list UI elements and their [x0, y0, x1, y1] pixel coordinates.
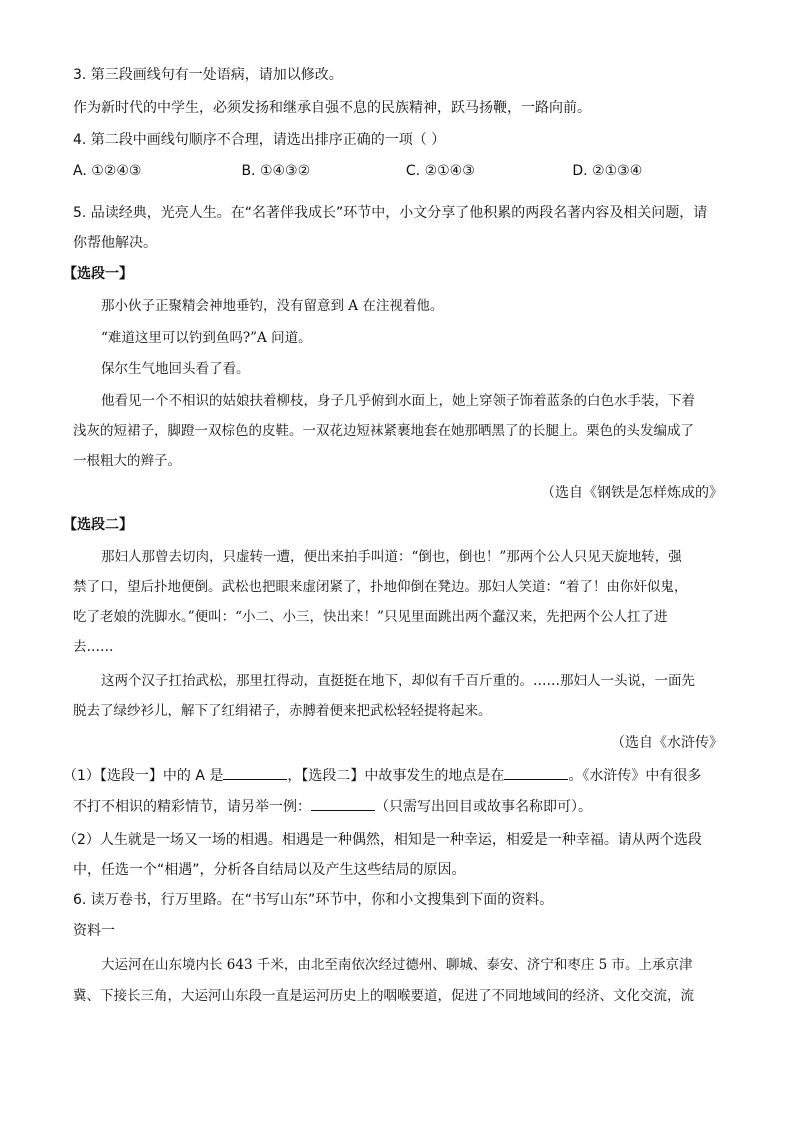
excerpt1-p4-line1: 他看见一个不相识的姑娘扶着柳枝，身子几乎俯到水面上，她上穿领子饰着蓝条的白色水手装，下着 [101, 393, 695, 409]
excerpt2-p2-line2: 脱去了绿纱衫儿，解下了红绢裙子，赤膊着便来把武松轻轻提将起来。 [73, 703, 492, 719]
excerpt1-p3: 保尔生气地回头看了看。 [101, 361, 250, 377]
q4-prompt: 4. 第二段中画线句顺序不合理，请选出排序正确的一项（ ） [73, 132, 446, 148]
excerpt2-p1-line3: 吃了老娘的洗脚水。”便叫：“小二、小三，快出来！”只见里面跳出两个蠢汉来，先把两个公人扛了进 [73, 609, 668, 625]
q3-prompt: 3. 第三段画线句有一处语病，请加以修改。 [73, 67, 343, 83]
answer-blank-a[interactable] [223, 765, 287, 780]
q5-sub1-part-c: 。《水浒传》中有很多 [568, 768, 702, 784]
q5-sub2-line2: 中，任选一个“相遇”，分析各自结局以及产生这些结局的原因。 [73, 862, 466, 878]
q4-option-c: C. ②①④③ [405, 163, 475, 179]
excerpt1-p4-line3: 一根粗大的辫子。 [73, 453, 181, 469]
q4-options [73, 161, 723, 181]
q6-material-heading: 资料一 [73, 923, 115, 939]
excerpt1-source: （选自《钢铁是怎样炼成的》 [541, 485, 723, 501]
q5-sub1-line2-a: 不打不相识的精彩情节，请另举一例： [73, 799, 311, 815]
q6-material-line1: 大运河在山东境内长 643 千米，由北至南依次经过德州、聊城、泰安、济宁和枣庄 5 市。上承京津 [101, 957, 693, 973]
q5-sub1-part-b: ，【选段二】中故事发生的地点是在 [287, 768, 505, 784]
q6-material-line2: 冀、下接长三角，大运河山东段一直是运河历史上的咽喉要道，促进了不同地域间的经济、文化交流，流 [73, 988, 694, 1004]
q3-sentence: 作为新时代的中学生，必须发扬和继承自强不息的民族精神，跃马扬鞭，一路向前。 [73, 100, 591, 116]
excerpt1-p4-line2: 浅灰的短裙子，脚蹬一双棕色的皮鞋。一双花边短袜紧裹地套在她那晒黑了的长腿上。栗色的头发编成了 [73, 423, 694, 439]
q5-sub2-line1: （2）人生就是一场又一场的相遇。相遇是一种偶然，相知是一种幸运，相爱是一种幸福。请从两个选段 [63, 832, 702, 848]
answer-blank-location[interactable] [504, 765, 568, 780]
q4-option-b: B. ①④③② [241, 163, 311, 179]
excerpt2-p2-line1: 这两个汉子扛抬武松，那里扛得动，直挺挺在地下，却似有千百斤重的。……那妇人一头说，一面先 [101, 673, 695, 689]
q5-sub1-line2-b: （只需写出回目或故事名称即可）。 [375, 799, 592, 815]
q5-sub1-part-a: （1）【选段一】中的 A 是 [63, 768, 224, 784]
q4-option-d: D. ②①③④ [572, 163, 643, 179]
excerpt2-heading: 【选段二】 [63, 517, 133, 533]
q5-sub1-line2 [73, 796, 592, 817]
q5-sub1-line1 [63, 765, 701, 786]
excerpt2-p1-line1: 那妇人那曾去切肉，只虚转一遭，便出来拍手叫道：“倒也，倒也！”那两个公人只见天旋地转，强 [101, 549, 682, 565]
q6-prompt: 6. 读万卷书，行万里路。在“书写山东”环节中，你和小文搜集到下面的资料。 [73, 892, 554, 908]
q4-option-a: A. ①②④③ [73, 163, 142, 179]
q5-prompt-line2: 你帮他解决。 [73, 235, 157, 251]
excerpt2-p1-line2: 禁了口，望后扑地便倒。武松也把眼来虚闭紧了，扑地仰倒在凳边。那妇人笑道：“着了！由你奸似鬼， [73, 579, 688, 595]
q5-prompt-line1: 5. 品读经典，光亮人生。在“名著伴我成长”环节中，小文分享了他积累的两段名著内容及相关问题，请 [73, 205, 708, 221]
excerpt1-p1: 那小伙子正聚精会神地垂钓，没有留意到 A 在注视着他。 [101, 298, 444, 314]
answer-blank-example[interactable] [311, 796, 375, 811]
excerpt2-p1-line4: 去…… [73, 639, 114, 655]
excerpt1-p2: “难道这里可以钓到鱼吗?”A 问道。 [101, 330, 312, 346]
excerpt1-heading: 【选段一】 [63, 266, 133, 282]
excerpt2-source: （选自《水浒传》 [611, 735, 723, 751]
